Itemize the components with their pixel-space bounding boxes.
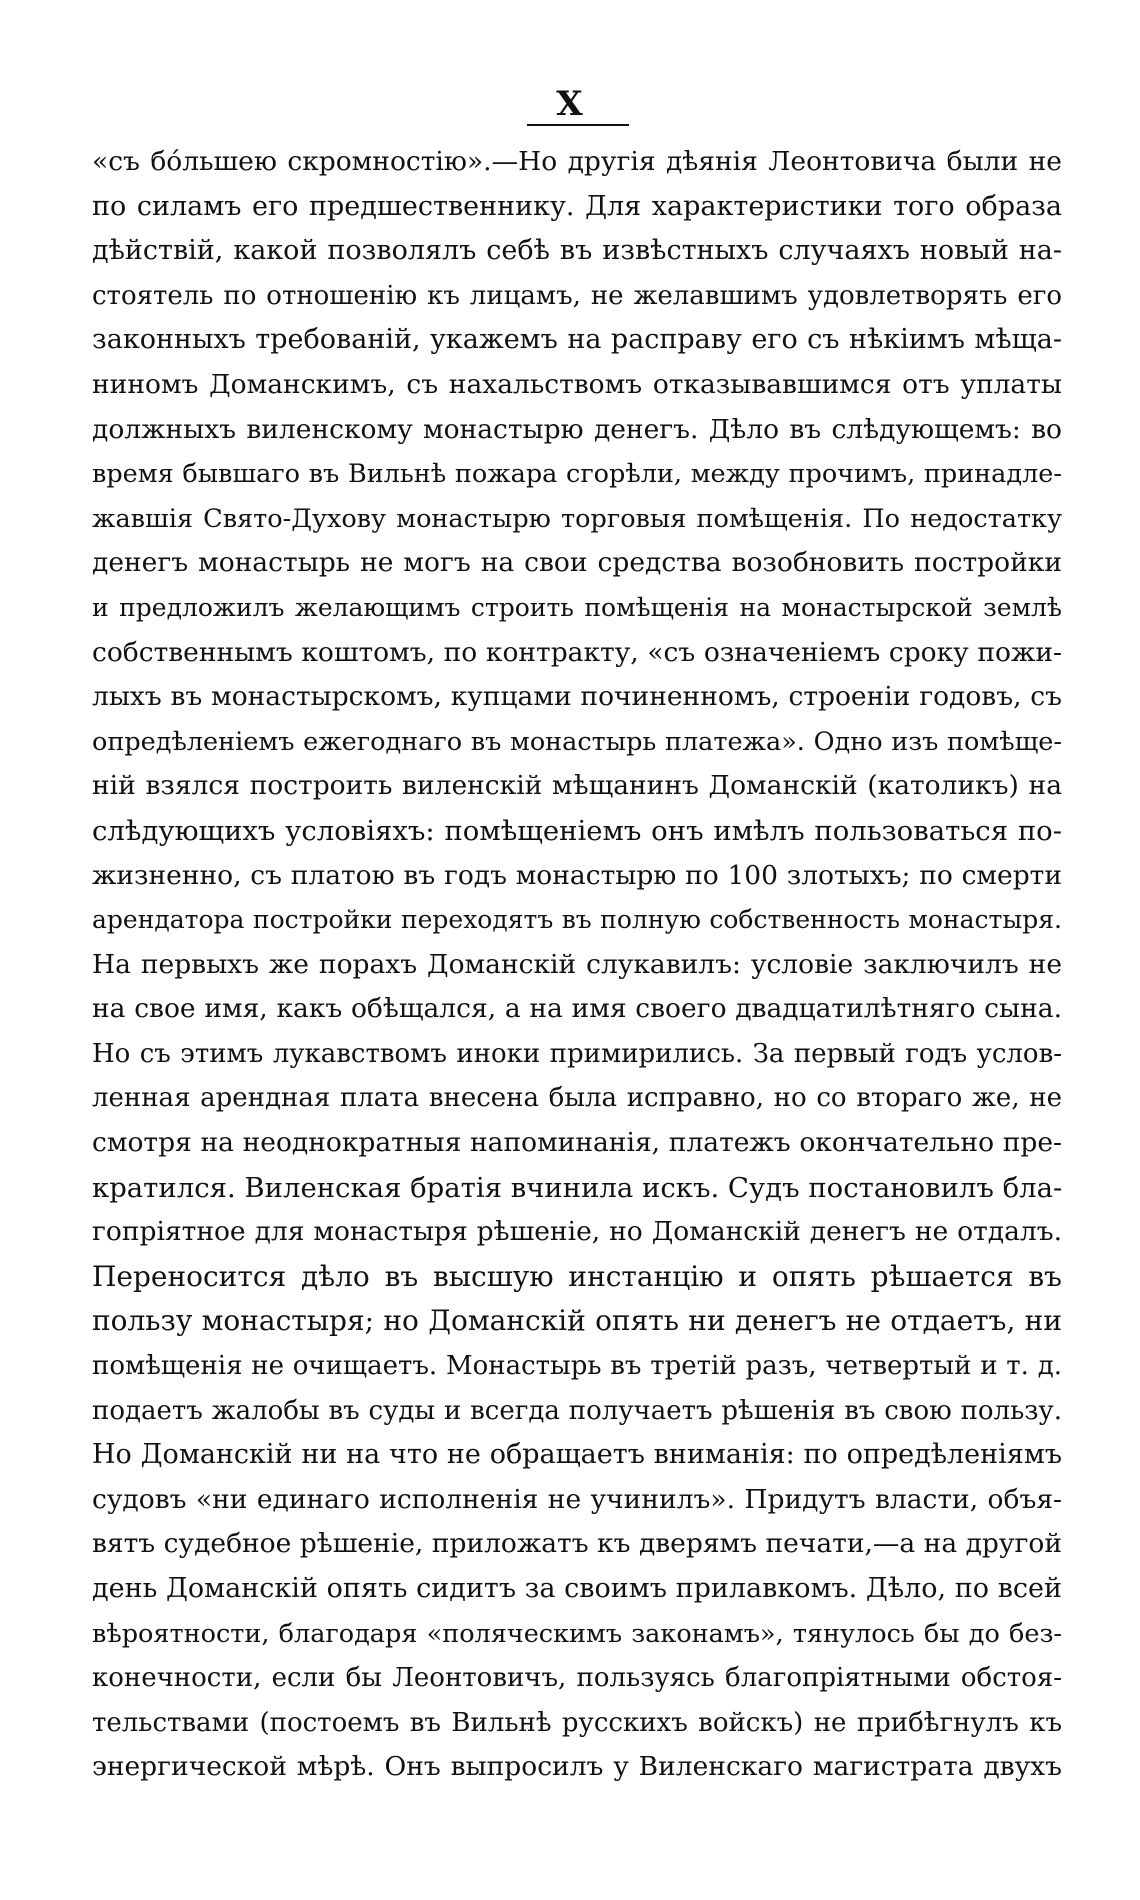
text-line: слѣдующихъ условіяхъ: помѣщеніемъ онъ имѣлъ пользоваться по- — [92, 814, 1062, 847]
text-line: смотря на неоднократныя напоминанія, платежъ окончательно пре- — [92, 1127, 1062, 1159]
text-line: время бывшаго въ Вильнѣ пожара сгорѣли, между прочимъ, принадле- — [92, 459, 1062, 490]
text-line: подаетъ жалобы въ суды и всегда получаетъ рѣшенія въ свою пользу. — [92, 1395, 1062, 1426]
text-line: стоятель по отношенію къ лицамъ, не желавшимъ удовлетворять его — [92, 280, 1062, 311]
page-number: X — [556, 84, 584, 124]
text-line: вѣроятности, благодаря «поляческимъ законамъ», тянулось бы до без- — [92, 1618, 1062, 1649]
text-line: ленная арендная плата внесена была исправно, но со втораго же, не — [92, 1083, 1062, 1114]
text-line: конечности, если бы Леонтовичъ, пользуясь благопріятными обстоя- — [92, 1663, 1062, 1694]
text-line: гопріятное для монастыря рѣшеніе, но Доманскій денегъ не отдалъ. — [92, 1216, 1062, 1248]
text-line: На первыхъ же порахъ Доманскій слукавилъ: условіе заключилъ не — [92, 948, 1062, 980]
body-text — [92, 140, 1062, 1790]
text-line: арендатора постройки переходятъ въ полную собственность монастыря. — [92, 905, 1062, 935]
text-line: вятъ судебное рѣшеніе, приложатъ къ дверямъ печати,—а на другой — [92, 1528, 1062, 1560]
text-line: должныхъ виленскому монастырю денегъ. Дѣло въ слѣдующемъ: во — [92, 413, 1062, 445]
text-line: Но Доманскій ни на что не обращаетъ вниманія: по опредѣленіямъ — [92, 1439, 1062, 1471]
text-line: на свое имя, какъ обѣщался, а на имя своего двадцатилѣтняго сына. — [92, 993, 1062, 1025]
text-line: «съ бо́льшею скромностію».—Но другія дѣянія Леонтовича были не — [92, 146, 1062, 177]
text-line: Переносится дѣло въ высшую инстанцію и опять рѣшается въ — [92, 1259, 1062, 1293]
text-line: лыхъ въ монастырскомъ, купцами починенномъ, строеніи годовъ, съ — [92, 681, 1062, 713]
text-line: тельствами (постоемъ въ Вильнѣ русскихъ войскъ) не прибѣгнулъ къ — [92, 1707, 1062, 1738]
text-line: судовъ «ни единаго исполненія не учинилъ». Придутъ власти, объя- — [92, 1483, 1062, 1515]
text-line: ниномъ Доманскимъ, съ нахальствомъ отказывавшимся отъ уплаты — [92, 368, 1062, 400]
text-line: собственнымъ коштомъ, по контракту, «съ означеніемъ сроку пожи- — [92, 636, 1062, 668]
text-line: Но съ этимъ лукавствомъ иноки примирились. За первый годъ услов- — [92, 1038, 1062, 1069]
page-number-rule — [527, 124, 629, 126]
text-line: жавшія Свято-Духову монастырю торговыя помѣщенія. По недостатку — [92, 503, 1062, 534]
text-line: кратился. Виленская братія вчинила искъ. Судъ постановилъ бла- — [92, 1171, 1063, 1204]
text-line: дѣйствій, какой позволялъ себѣ въ извѣстныхъ случаяхъ новый на- — [92, 235, 1062, 267]
text-line: по силамъ его предшественнику. Для характеристики того образа — [92, 190, 1062, 222]
text-line: пользу монастыря; но Доманскій опять ни денегъ не отдаетъ, ни — [92, 1304, 1062, 1338]
text-line: опредѣленіемъ ежегоднаго въ монастырь платежа». Одно изъ помѣще- — [92, 726, 1062, 757]
text-line: помѣщенія не очищаетъ. Монастырь въ третій разъ, четвертый и т. д. — [92, 1351, 1062, 1382]
text-line: ній взялся построить виленскій мѣщанинъ Доманскій (католикъ) на — [92, 770, 1062, 802]
text-line: денегъ монастырь не могъ на свои средства возобновить постройки — [92, 547, 1062, 579]
text-line: законныхъ требованій, укажемъ на расправу его съ нѣкіимъ мѣща- — [92, 324, 1062, 356]
text-line: день Доманскій опять сидитъ за своимъ прилавкомъ. Дѣло, по всей — [92, 1573, 1062, 1604]
text-line: и предложилъ желающимъ строить помѣщенія на монастырской землѣ — [92, 592, 1062, 622]
text-line: энергической мѣрѣ. Онъ выпросилъ у Виленскаго магистрата двухъ — [92, 1751, 1062, 1783]
text-line: жизненно, съ платою въ годъ монастырю по 100 злотыхъ; по смерти — [92, 859, 1062, 891]
